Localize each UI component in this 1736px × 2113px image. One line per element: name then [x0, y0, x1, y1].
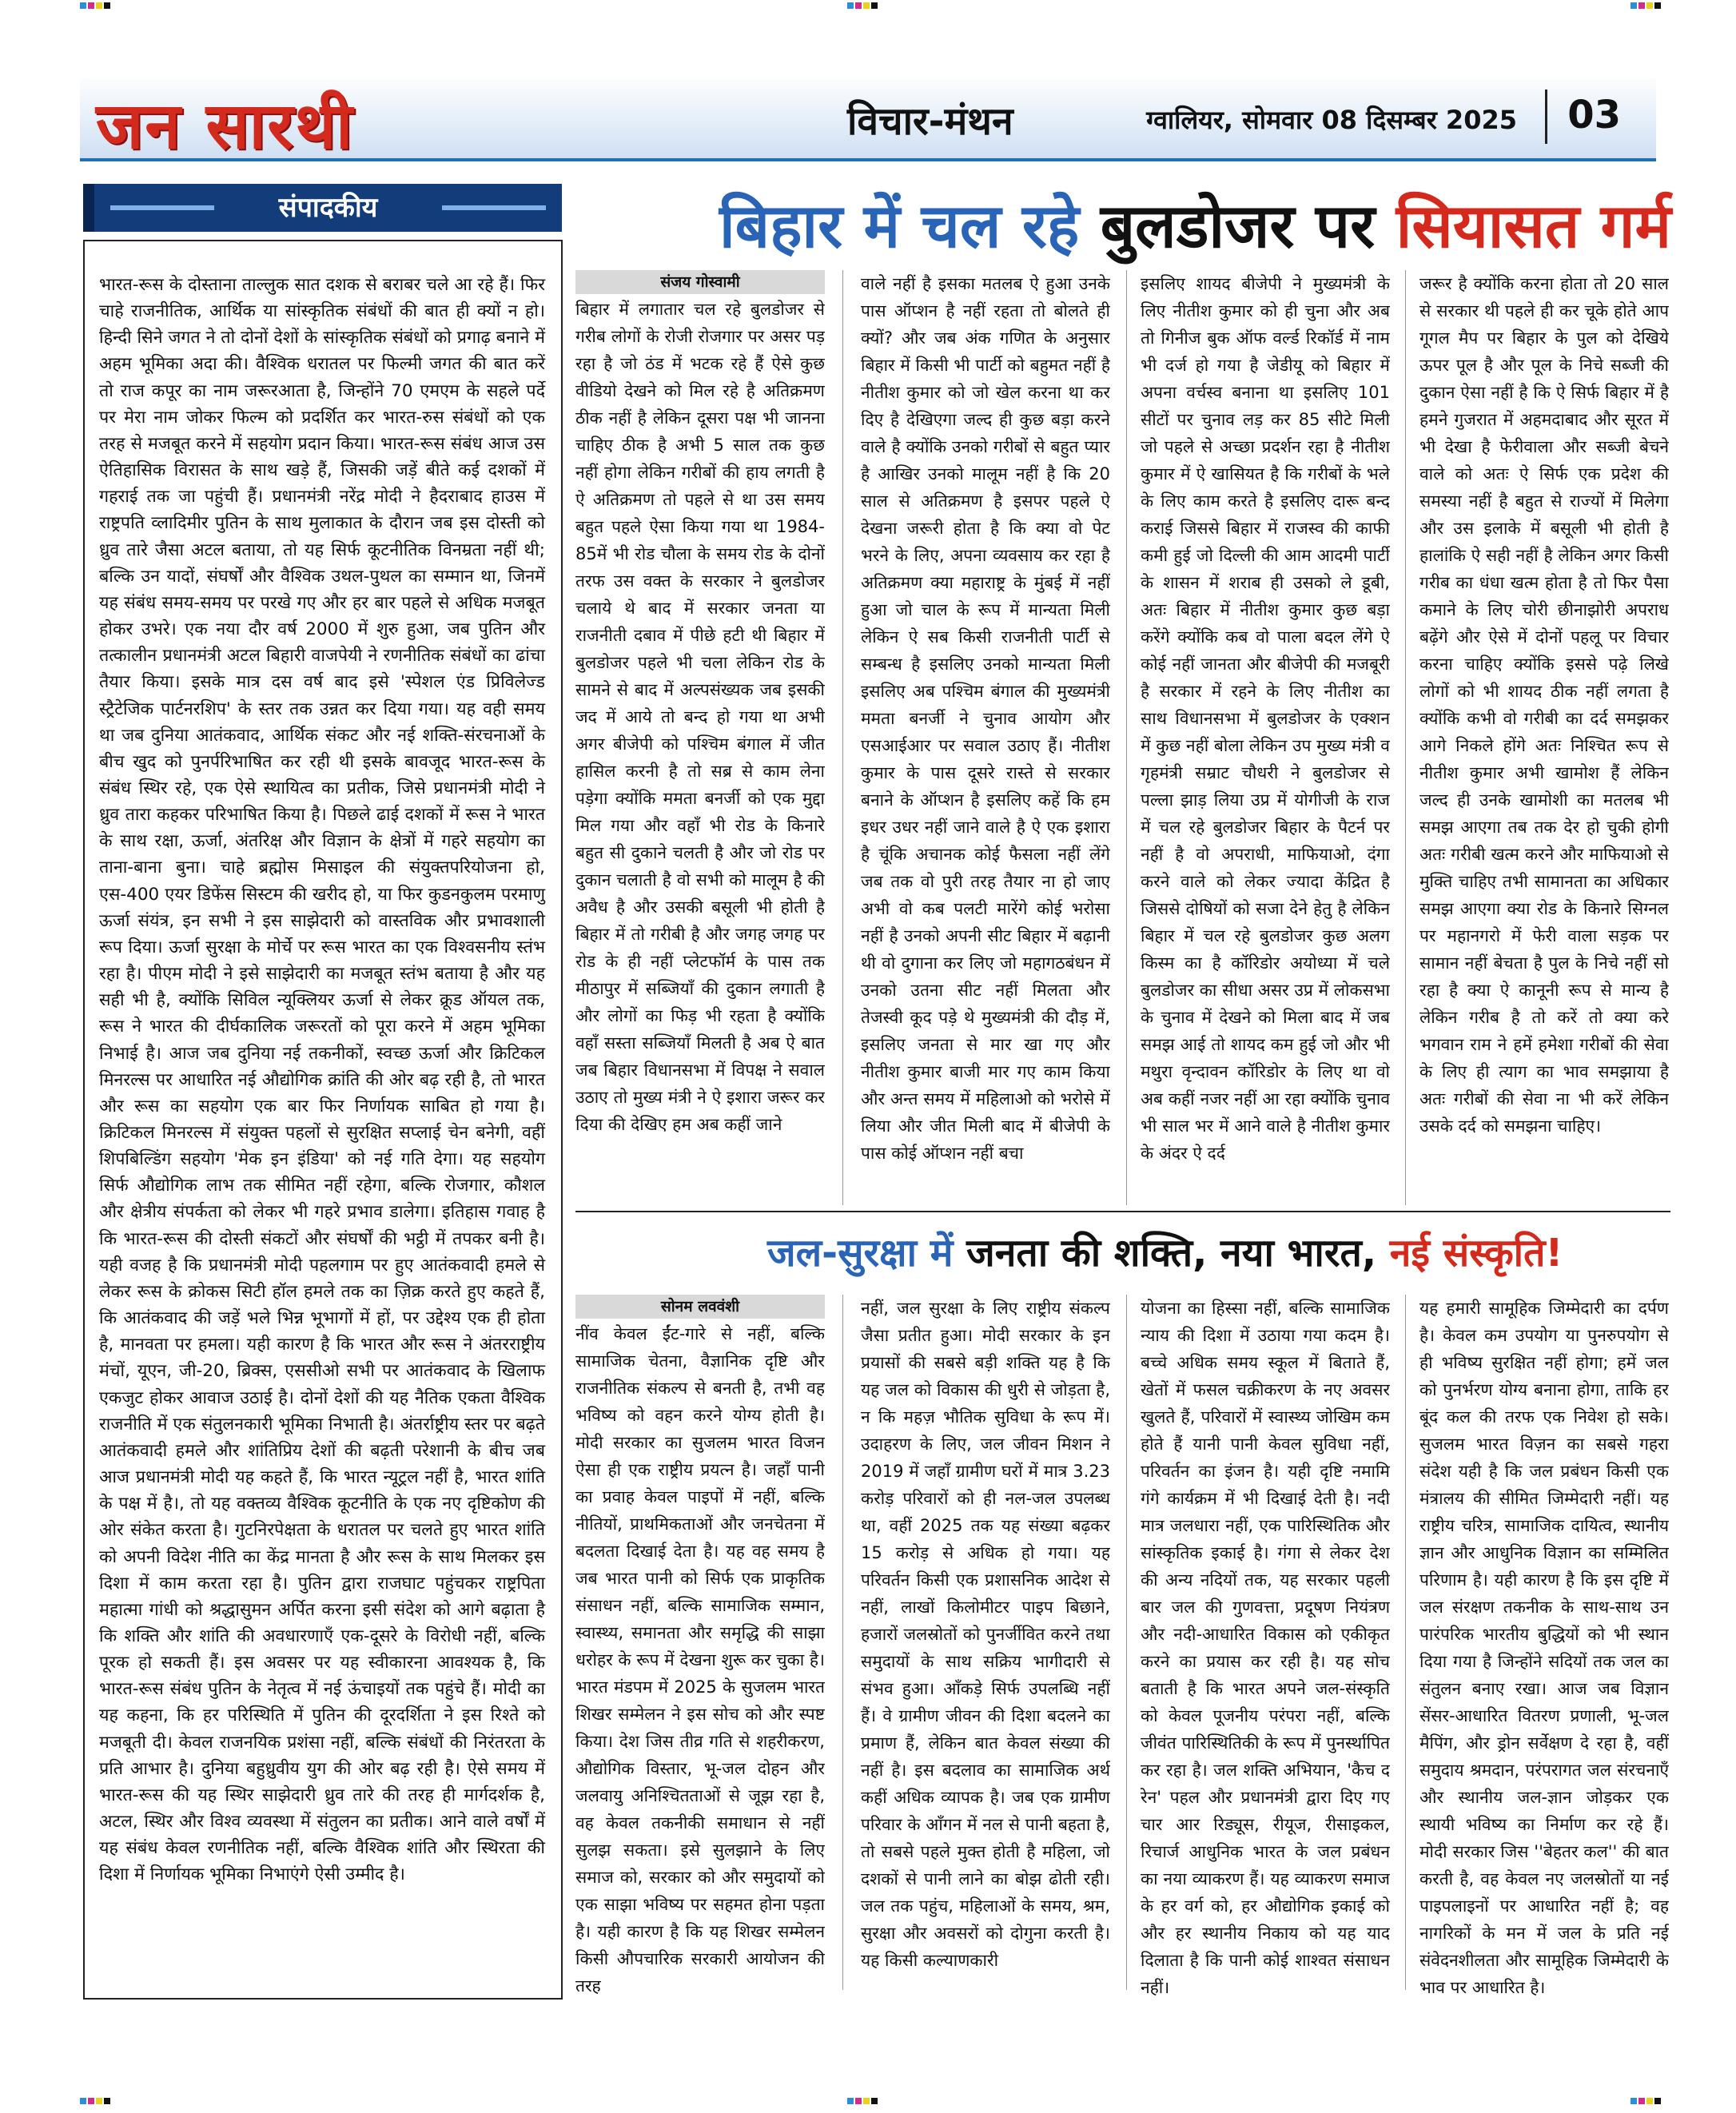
header-decoration-left: [110, 205, 214, 210]
article2-headline-part3: नई संस्कृति!: [1389, 1231, 1563, 1275]
top-registration-marks: [0, 0, 1736, 11]
column-rule: [842, 270, 843, 1205]
article1-headline-part3: सियासत गर्म: [1396, 190, 1671, 261]
article2-column-text: नींव केवल ईंट-गारे से नहीं, बल्कि सामाजिक चेतना, वैज्ञानिक दृष्टि और राजनीतिक संकल्प से बनती है, तभी वह भविष्य को वहन करने योग्य होती है। मोदी सरकार का सुजलम भारत विजन ऐसा ही एक राष्ट्रीय प्रयत्न है। जहाँ पानी का प्रवाह केवल पाइपों में नहीं, बल्कि नीतियों, प्राथमिकताओं और जनचेतना में बदलता दिखाई देता है। यह वह समय है जब भारत पानी को सिर्फ एक प्राकृतिक संसाधन नहीं, बल्कि सामाजिक सम्मान, स्वास्थ्य, समानता और समृद्धि की साझा धरोहर के रूप में देखना शुरू कर चुका है। भारत मंडपम में 2025 के सुजलम भारत शिखर सम्मेलन ने इस सोच को और स्पष्ट किया। देश जिस तीव्र गति से शहरीकरण, औद्योगिक विस्तार, भू-जल दोहन और जलवायु अनिश्चितताओं से जूझ रहा है, वह केवल तकनीकी समाधान से नहीं सुलझ सकता। इसे सुलझाने के लिए समाज को, सरकार को और समुदायों को एक साझा भविष्य पर सहमत होना पड़ता है। यही कारण है कि यह शिखर सम्मेलन किसी औपचारिक सरकारी आयोजन की तरह: [575, 1324, 825, 1996]
dateline: ग्वालियर, सोमवार 08 दिसम्बर 2025: [1146, 105, 1517, 135]
page-number: 03: [1567, 93, 1621, 137]
article1-column-4: [1419, 270, 1669, 1211]
editorial-header: [83, 184, 562, 232]
article1-headline-part2: बुलडोजर पर: [1100, 190, 1376, 261]
section-divider: [575, 1211, 1670, 1212]
editorial-box: [83, 240, 563, 2000]
article1-column-text: जरूर है क्योंकि करना होता तो 20 साल से सरकार थी पहले ही कर चूके होते आप गूगल मैप पर बिहार के पुल को देखिये ऊपर पूल है और पूल के निचे सब्जी की दुकान ऐसा नहीं है कि ऐ सिर्फ बिहार में है हमने गुजरात में अहमदाबाद और सूरत में भी देखा है फेरीवाला और सब्जी बेचने वाले को अतः ऐ सिर्फ एक प्रदेश की समस्या नहीं है बहुत से राज्यों में मिलेगा और उस इलाके में बसूली भी होती है हालांकि ऐ सही नहीं है लेकिन अगर किसी गरीब का धंधा खत्म होता है तो फिर पैसा कमाने के लिए चोरी छीनाझोरी अपराध बढ़ेंगे और ऐसे में दोनों पहलू पर विचार करना चाहिए क्योंकि इससे पढ़े लिखे लोगों को भी शायद ठीक नहीं लगता है क्योंकि कभी वो गरीबी का दर्द समझकर आगे निकले होंगे अतः निश्चित रूप से नीतीश कुमार अभी खामोश हैं लेकिन जल्द ही उनके खामोशी का मतलब भी समझ आएगा तब तक देर हो चुकी होगी अतः गरीबी खत्म करने और माफियाओ से मुक्ति चाहिए तभी सामानता का अधिकार समझ आएगा क्या रोड के किनारे सिग्नल पर महानगरो में फेरी वाला सड़क पर सामान नहीं बेचता है पुल के निचे नहीं सो रहा है क्या ऐ कानूनी रूप से मान्य है लेकिन गरीब है तो करें तो क्या करे भगवान राम ने हमें हमेशा गरीबों की सेवा के लिए ही त्याग का भाव समझाया है अतः गरीबों की सेवा ना भी करें लेकिन उसके दर्द को समझना चाहिए।: [1419, 274, 1669, 1136]
column-rule: [1405, 1295, 1406, 1990]
article2-column-1: [575, 1320, 825, 2000]
article1-headline: [719, 190, 1671, 262]
article1-column-text: इसलिए शायद बीजेपी ने मुख्यमंत्री के लिए नीतीश कुमार को ही चुना और अब तो गिनीज बुक ऑफ वर्ल्ड रिकॉर्ड में नाम भी दर्ज हो गया है जेडीयू को बिहार में अपना वर्चस्व बनाना था इसलिए 101 सीटों पर चुनाव लड़ कर 85 सीटे मिली जो पहले से अच्छा प्रदर्शन रहा है नीतीश कुमार में ऐ खासियत है कि गरीबों के भले के लिए काम करते है इसलिए दारू बन्द कराई जिससे बिहार में राजस्व की काफी कमी हुई जो दिल्ली की आम आदमी पार्टी के शासन में शराब ही उसको ले डूबी, अतः बिहार में नीतीश कुमार कुछ बड़ा करेंगे क्योंकि कब वो पाला बदल लेंगे ऐ कोई नहीं जानता और बीजेपी की मजबूरी है सरकार में रहने के लिए नीतीश का साथ विधानसभा में बुलडोजर के एक्शन में कुछ नहीं बोला लेकिन उप मुख्य मंत्री व गृहमंत्री सम्राट चौधरी ने बुलडोजर से पल्ला झाड़ लिया उप्र में योगीजी के राज में चल रहे बुलडोजर बिहार के पैटर्न पर नहीं है वो अपराधी, माफियाओ, दंगा करने वाले को लेकर ज्यादा केंद्रित है जिससे दोषियों को सजा देने हेतु है लेकिन बिहार में चल रहे बुलडोजर कुछ अलग किस्म का है कॉरिडोर अयोध्या में चले बुलडोजर का सीधा असर उप्र में लोकसभा के चुनाव में देखने को मिला बाद में जब समझ आई तो शायद कम हुई जो और भी मथुरा वृन्दावन कॉरिडोर के लिए था वो अब कहीं नजर नहीं आ रहा क्योंकि चुनाव भी साल भर में आने वाले है नीतीश कुमार के अंदर ऐ दर्द: [1141, 274, 1390, 1163]
header-decoration-right: [442, 205, 546, 210]
article2-column-text: योजना का हिस्सा नहीं, बल्कि सामाजिक न्याय की दिशा में उठाया गया कदम है। बच्चे अधिक समय स्कूल में बिताते हैं, खेतों में फसल चक्रीकरण के नए अवसर खुलते हैं, परिवारों में स्वास्थ्य जोखिम कम होते हैं यानी पानी केवल सुविधा नहीं, परिवर्तन का इंजन है। यही दृष्टि नमामि गंगे कार्यक्रम में भी दिखाई देती है। नदी मात्र जलधारा नहीं, एक पारिस्थितिक और सांस्कृतिक इकाई है। गंगा से लेकर देश की अन्य नदियों तक, यह सरकार पहली बार जल की गुणवत्ता, प्रदूषण नियंत्रण और नदी-आधारित विकास को एकीकृत करने का प्रयास कर रही है। यह सोच बताती है कि भारत अपने जल-संस्कृति को केवल पूजनीय परंपरा नहीं, बल्कि जीवंत पारिस्थितिकी के रूप में पुनर्स्थापित कर रहा है। जल शक्ति अभियान, 'कैच द रेन' पहल और प्रधानमंत्री द्वारा दिए गए चार आर रिड्यूस, रीयूज, रीसाइकल, रिचार्ज आधुनिक भारत के जल प्रबंधन का नया व्याकरण हैं। यह व्याकरण समाज के हर वर्ग को, हर औद्योगिक इकाई को और हर स्थानीय निकाय को यह याद दिलाता है कि पानी कोई शाश्वत संसाधन नहीं।: [1141, 1299, 1390, 1997]
newspaper-logo: जन सारथी: [96, 88, 354, 163]
bottom-registration-marks: [0, 2095, 1736, 2107]
article1-headline-part1: बिहार में चल रहे: [719, 190, 1080, 261]
article1-byline: संजय गोस्वामी: [575, 270, 825, 294]
article2-byline: सोनम लववंशी: [575, 1295, 825, 1319]
column-rule: [842, 1295, 843, 1990]
article1-column-2: [861, 270, 1110, 1211]
column-rule: [1126, 1295, 1127, 1990]
article2-column-3: [1141, 1295, 1390, 2000]
article2-column-2: [861, 1295, 1110, 2000]
section-title: विचार-मंथन: [847, 99, 1013, 144]
column-rule: [1405, 270, 1406, 1205]
article2-column-4: [1419, 1295, 1669, 2000]
article1-column-text: बिहार में लगातार चल रहे बुलडोजर से गरीब लोगों के रोजी रोजगार पर असर पड़ रहा है जो ठंड में भटक रहे हैं ऐसे कुछ वीडियो देखने को मिल रहे है अतिक्रमण ठीक नहीं है लेकिन दूसरा पक्ष भी जानना चाहिए ठीक है अभी 5 साल तक कुछ नहीं होगा लेकिन गरीबों की हाय लगती है ऐ अतिक्रमण तो पहले से था उस समय बहुत पहले ऐसा किया गया था 1984-85में भी रोड चौला के समय रोड के दोनों तरफ उस वक्त के सरकार ने बुलडोजर चलाये थे बाद में सरकार जनता या राजनीती दबाव में पीछे हटी थी बिहार में बुलडोजर पहले भी चला लेकिन रोड के सामने से बाद में अल्पसंख्यक जब इसकी जद में आये तो बन्द हो गया था अभी अगर बीजेपी को पश्चिम बंगाल में जीत हासिल करनी है तो सब्र से काम लेना पड़ेगा क्योंकि ममता बनर्जी को एक मुद्दा मिल गया और वहाँ भी रोड के किनारे बहुत सी दुकाने चलती है और जो रोड पर दुकान चलाती है वो सभी को मालूम है की अवैध है और उसकी बसूली भी होती है बिहार में तो गरीबी है और जगह जगह पर रोड के ही नहीं प्लेटफॉर्म के पास तक मीठापुर में सब्जियाँ की दुकान लगाती है और लोगों का फिड़ भी रहता है क्योंकि वहाँ सस्ता सब्जियाँ मिलती है अब ऐ बात जब बिहार विधानसभा में विपक्ष ने सवाल उठाए तो मुख्य मंत्री ने ऐ इशारा जरूर कर दिया की देखिए हम अब कहीं जाने: [575, 300, 825, 1134]
article2-headline-part2: जनता की शक्ति, नया भारत,: [966, 1231, 1377, 1275]
article2-column-text: नहीं, जल सुरक्षा के लिए राष्ट्रीय संकल्प जैसा प्रतीत हुआ। मोदी सरकार के इन प्रयासों की सबसे बड़ी शक्ति यह है कि यह जल को विकास की धुरी से जोड़ता है, न कि महज़ भौतिक सुविधा के रूप में। उदाहरण के लिए, जल जीवन मिशन ने 2019 में जहाँ ग्रामीण घरों में मात्र 3.23 करोड़ परिवारों को ही नल-जल उपलब्ध था, वहीं 2025 तक यह संख्या बढ़कर 15 करोड़ से अधिक हो गया। यह परिवर्तन किसी एक प्रशासनिक आदेश से नहीं, लाखों किलोमीटर पाइप बिछाने, हजारों जलस्रोतों को पुनर्जीवित करने तथा समुदायों के साथ सक्रिय भागीदारी से संभव हुआ। आँकड़े सिर्फ उपलब्धि नहीं हैं। वे ग्रामीण जीवन की दिशा बदलने का प्रमाण हैं, लेकिन बात केवल संख्या की नहीं है। इस बदलाव का सामाजिक अर्थ कहीं अधिक व्यापक है। जब एक ग्रामीण परिवार के आँगन में नल से पानी बहता है, तो सबसे पहले मुक्त होती है महिला, जो दशकों से पानी लाने का बोझ ढोती रही। जल तक पहुंच, महिलाओं के समय, श्रम, सुरक्षा और अवसरों को दोगुना करती है। यह किसी कल्याणकारी: [861, 1299, 1110, 1970]
article2-column-text: यह हमारी सामूहिक जिम्मेदारी का दर्पण है। केवल कम उपयोग या पुनरुपयोग से ही भविष्य सुरक्षित नहीं होगा; हमें जल को पुनर्भरण योग्य बनाना होगा, ताकि हर बूंद कल की तरफ एक निवेश हो सके। सुजलम भारत विज़न का सबसे गहरा संदेश यही है कि जल प्रबंधन किसी एक मंत्रालय की सीमित जिम्मेदारी नहीं। यह राष्ट्रीय चरित्र, सामाजिक दायित्व, स्थानीय ज्ञान और आधुनिक विज्ञान का सम्मिलित परिणाम है। यही कारण है कि इस दृष्टि में जल संरक्षण तकनीक के साथ-साथ उन पारंपरिक भारतीय बुद्धियों को भी स्थान दिया गया है जिन्होंने सदियों तक जल का संतुलन बनाए रखा। आज जब विज्ञान सेंसर-आधारित वितरण प्रणाली, भू-जल मैपिंग, और ड्रोन सर्वेक्षण दे रहा है, वहीं समुदाय श्रमदान, परंपरागत जल संरचनाएँ और स्थानीय जल-ज्ञान जोड़कर एक स्थायी भविष्य का निर्माण कर रहे हैं। मोदी सरकार जिस ''बेहतर कल'' की बात करती है, वह केवल नए जलस्रोतों या नई पाइपलाइनों पर आधारित नहीं है; वह नागरिकों के मन में जल के प्रति नई संवेदनशीलता और सामूहिक जिम्मेदारी के भाव पर आधारित है।: [1419, 1299, 1669, 1997]
article1-column-text: वाले नहीं है इसका मतलब ऐ हुआ उनके पास ऑप्शन है नहीं रहता तो बोलते ही क्यों? और जब अंक गणित के अनुसार बिहार में किसी भी पार्टी को बहुमत नहीं है नीतीश कुमार को जो खेल करना था कर दिए है देखिएगा जल्द ही कुछ बड़ा करने वाले है क्योंकि उनको गरीबों से बहुत प्यार है आखिर उनको मालूम नहीं है कि 20 साल से अतिक्रमण है इसपर पहले ऐ देखना जरूरी होता है कि क्या वो पेट भरने के लिए, अपना व्यवसाय कर रहा है अतिक्रमण क्या महाराष्ट्र के मुंबई में नहीं हुआ जो चाल के रूप में मान्यता मिली लेकिन ऐ सब किसी राजनीती पार्टी से सम्बन्ध है इसलिए उनको मान्यता मिली इसलिए अब पश्चिम बंगाल की मुख्यमंत्री ममता बनर्जी ने चुनाव आयोग और एसआईआर पर सवाल उठाए हैं। नीतीश कुमार के पास दूसरे रास्ते से सरकार बनाने के ऑप्शन है इसलिए कहें कि हम इधर उधर नहीं जाने वाले है ऐ एक इशारा है चूंकि अचानक कोई फैसला नहीं लेंगे जब तक वो पुरी तरह तैयार ना हो जाए अभी वो कब पलटी मारेंगे कोई भरोसा नहीं है उनको अपनी सीट बिहार में बढ़ानी थी वो दुगाना कर लिए जो महागठबंधन में उनको उतना सीट नहीं मिलता और तेजस्वी कूद पड़े थे मुख्यमंत्री की दौड़ में, इसलिए जनता से मार खा गए और नीतीश कुमार बाजी मार गए काम किया और अन्त समय में महिलाओ को भरोसे में लिया और जीत मिली बाद में बीजेपी के पास कोई ऑप्शन नहीं बचा: [861, 274, 1110, 1163]
article2-headline: [767, 1229, 1563, 1277]
article1-column-3: [1141, 270, 1390, 1211]
masthead-divider: [1545, 90, 1547, 144]
article1-column-1: [575, 296, 825, 1211]
article2-headline-part1: जल-सुरक्षा में: [767, 1231, 954, 1275]
editorial-text: भारत-रूस के दोस्ताना ताल्लुक सात दशक से बराबर चले आ रहे हैं। फिर चाहे राजनीतिक, आर्थिक या सांस्कृतिक संबंधों की बात ही क्यों न हो। हिन्दी सिने जगत ने तो दोनों देशों के सांस्कृतिक संबंधों को प्रगाढ़ बनाने में अहम भूमिका अदा की। वैश्विक धरातल पर फिल्मी जगत की बात करें तो राज कपूर का नाम जरूरआता है, जिन्होंने 70 एमएम के सहले पर्दे पर मेरा नाम जोकर फिल्म को प्रदर्शित कर भारत-रुस संबंधों को एक तरह से मजबूत करने में सहयोग प्रदान किया। भारत-रूस संबंध आज उस ऐतिहासिक विरासत के साथ खड़े हैं, जिसकी जड़ें बीते कई दशकों में गहराई तक जा पहुंची हैं। प्रधानमंत्री नरेंद्र मोदी ने हैदराबाद हाउस में राष्ट्रपति व्लादिमीर पुतिन के साथ मुलाकात के दौरान जब इस दोस्ती को ध्रुव तारे जैसा अटल बताया, तो यह सिर्फ कूटनीतिक विनम्रता नहीं थी; बल्कि उन यादों, संघर्षों और वैश्विक उथल-पुथल का सम्मान था, जिनमें यह संबंध समय-समय पर परखे गए और हर बार पहले से अधिक मजबूत होकर उभरे। एक नया दौर वर्ष 2000 में शुरु हुआ, जब पुतिन और तत्कालीन प्रधानमंत्री अटल बिहारी वाजपेयी ने रणनीतिक संबंधों का ढांचा तैयार किया। इसके मात्र दस वर्ष बाद इसे 'स्पेशल एंड प्रिविलेज्ड स्ट्रैटेजिक पार्टनरशिप' के स्तर तक उन्नत कर दिया गया। यह वही समय था जब दुनिया आतंकवाद, आर्थिक संकट और नई शक्ति-संरचनाओं के बीच खुद को पुनर्परिभाषित कर रही थी इसके बावजूद भारत-रूस के संबंध स्थिर रहे, एक ऐसे स्थायित्व का प्रतीक, जिसे प्रधानमंत्री मोदी ने ध्रुव तारा कहकर परिभाषित किया है। पिछले ढाई दशकों में रूस ने भारत के साथ रक्षा, ऊर्जा, अंतरिक्ष और विज्ञान के क्षेत्रों में गहरे सहयोग का ताना-बाना बुना। चाहे ब्रह्मोस मिसाइल की संयुक्तपरियोजना हो, एस-400 एयर डिफेंस सिस्टम की खरीद हो, या फिर कुडनकुलम परमाणु ऊर्जा संयंत्र, इन सभी ने इस साझेदारी को वास्तविक और प्रभावशाली रूप दिया। ऊर्जा सुरक्षा के मोर्चे पर रूस भारत का एक विश्वसनीय स्तंभ रहा है। पीएम मोदी ने इसे साझेदारी का मजबूत स्तंभ बताया है और यह सही भी है, क्योंकि सिविल न्यूक्लियर ऊर्जा से लेकर क्रूड ऑयल तक, रूस ने भारत की दीर्घकालिक जरूरतों को पूरा करने में अहम भूमिका निभाई है। आज जब दुनिया नई तकनीकों, स्वच्छ ऊर्जा और क्रिटिकल मिनरल्स पर आधारित नई औद्योगिक क्रांति की ओर बढ़ रही है, तो भारत और रूस का सहयोग एक बार फिर निर्णायक साबित हो गया है। क्रिटिकल मिनरल्स में संयुक्त पहलों से सुरक्षित सप्लाई चेन बनेगी, वहीं शिपबिल्डिंग सहयोग 'मेक इन इंडिया' को नई गति देगा। यह सहयोग सिर्फ औद्योगिक लाभ तक सीमित नहीं रहेगा, बल्कि रोजगार, कौशल और क्षेत्रीय संपर्कता को लेकर भी गहरे प्रभाव डालेगा। इतिहास गवाह है कि भारत-रूस की दोस्ती संकटों और संघर्षों की भट्ठी में तपकर बनी है। यही वजह है कि प्रधानमंत्री मोदी पहलगाम पर हुए आतंकवादी हमले से लेकर रूस के क्रोकस सिटी हॉल हमले तक का ज़िक्र करते हुए कहते हैं, कि आतंकवाद की जड़ें भले भिन्न भूभागों में हों, पर उद्देश्य एक ही होता है, मानवता पर हमला। यही कारण है कि भारत और रूस ने अंतरराष्ट्रीय मंचों, यूएन, जी-20, ब्रिक्स, एससीओ सभी पर आतंकवाद के खिलाफ एकजुट होकर आवाज उठाई है। दोनों देशों की यह नैतिक एकता वैश्विक राजनीति में एक संतुलनकारी भूमिका निभाती है। अंतर्राष्ट्रीय स्तर पर बढ़ते आतंकवादी हमले और शांतिप्रिय देशों की बढ़ती परेशानी के बीच जब आज प्रधानमंत्री मोदी यह कहते हैं, कि भारत न्यूट्रल नहीं है, भारत शांति के पक्ष में है।, तो यह वक्तव्य वैश्विक कूटनीति के एक नए दृष्टिकोण की ओर संकेत करता है। गुटनिरपेक्षता के धरातल पर चलते हुए भारत शांति को अपनी विदेश नीति का केंद्र मानता है और रूस के साथ मिलकर इस दिशा में काम करता रहा है। पुतिन द्वारा राजघाट पहुंचकर राष्ट्रपिता महात्मा गांधी को श्रद्धासुमन अर्पित करना इसी संदेश को आगे बढ़ाता है कि शक्ति और शांति की अवधारणाएँ एक-दूसरे के विरोधी नहीं, बल्कि पूरक हो सकती हैं। इस अवसर पर यह स्वीकारना आवश्यक है, कि भारत-रूस संबंध पुतिन के नेतृत्व में नई ऊंचाइयों तक पहुंचे हैं। मोदी का यह कहना, कि हर परिस्थिति में पुतिन की दूरदर्शिता ने इस रिश्ते को मजबूती दी। केवल राजनयिक प्रशंसा नहीं, बल्कि संबंधों की निरंतरता के प्रति आभार है। दुनिया बहुध्रुवीय युग की ओर बढ़ रही है। ऐसे समय में भारत-रूस की यह स्थिर साझेदारी ध्रुव तारे की तरह ही मार्गदर्शक है, अटल, स्थिर और विश्व व्यवस्था में संतुलन का प्रतीक। आने वाले वर्षों में यह संबंध केवल रणनीतिक नहीं, बल्कि वैश्विक शांति और स्थिरता की दिशा में निर्णायक भूमिका निभाएंगे ऐसी उम्मीद है।: [99, 275, 545, 1885]
masthead: [80, 78, 1656, 161]
column-rule: [1126, 270, 1127, 1205]
editorial-label: संपादकीय: [278, 192, 378, 224]
